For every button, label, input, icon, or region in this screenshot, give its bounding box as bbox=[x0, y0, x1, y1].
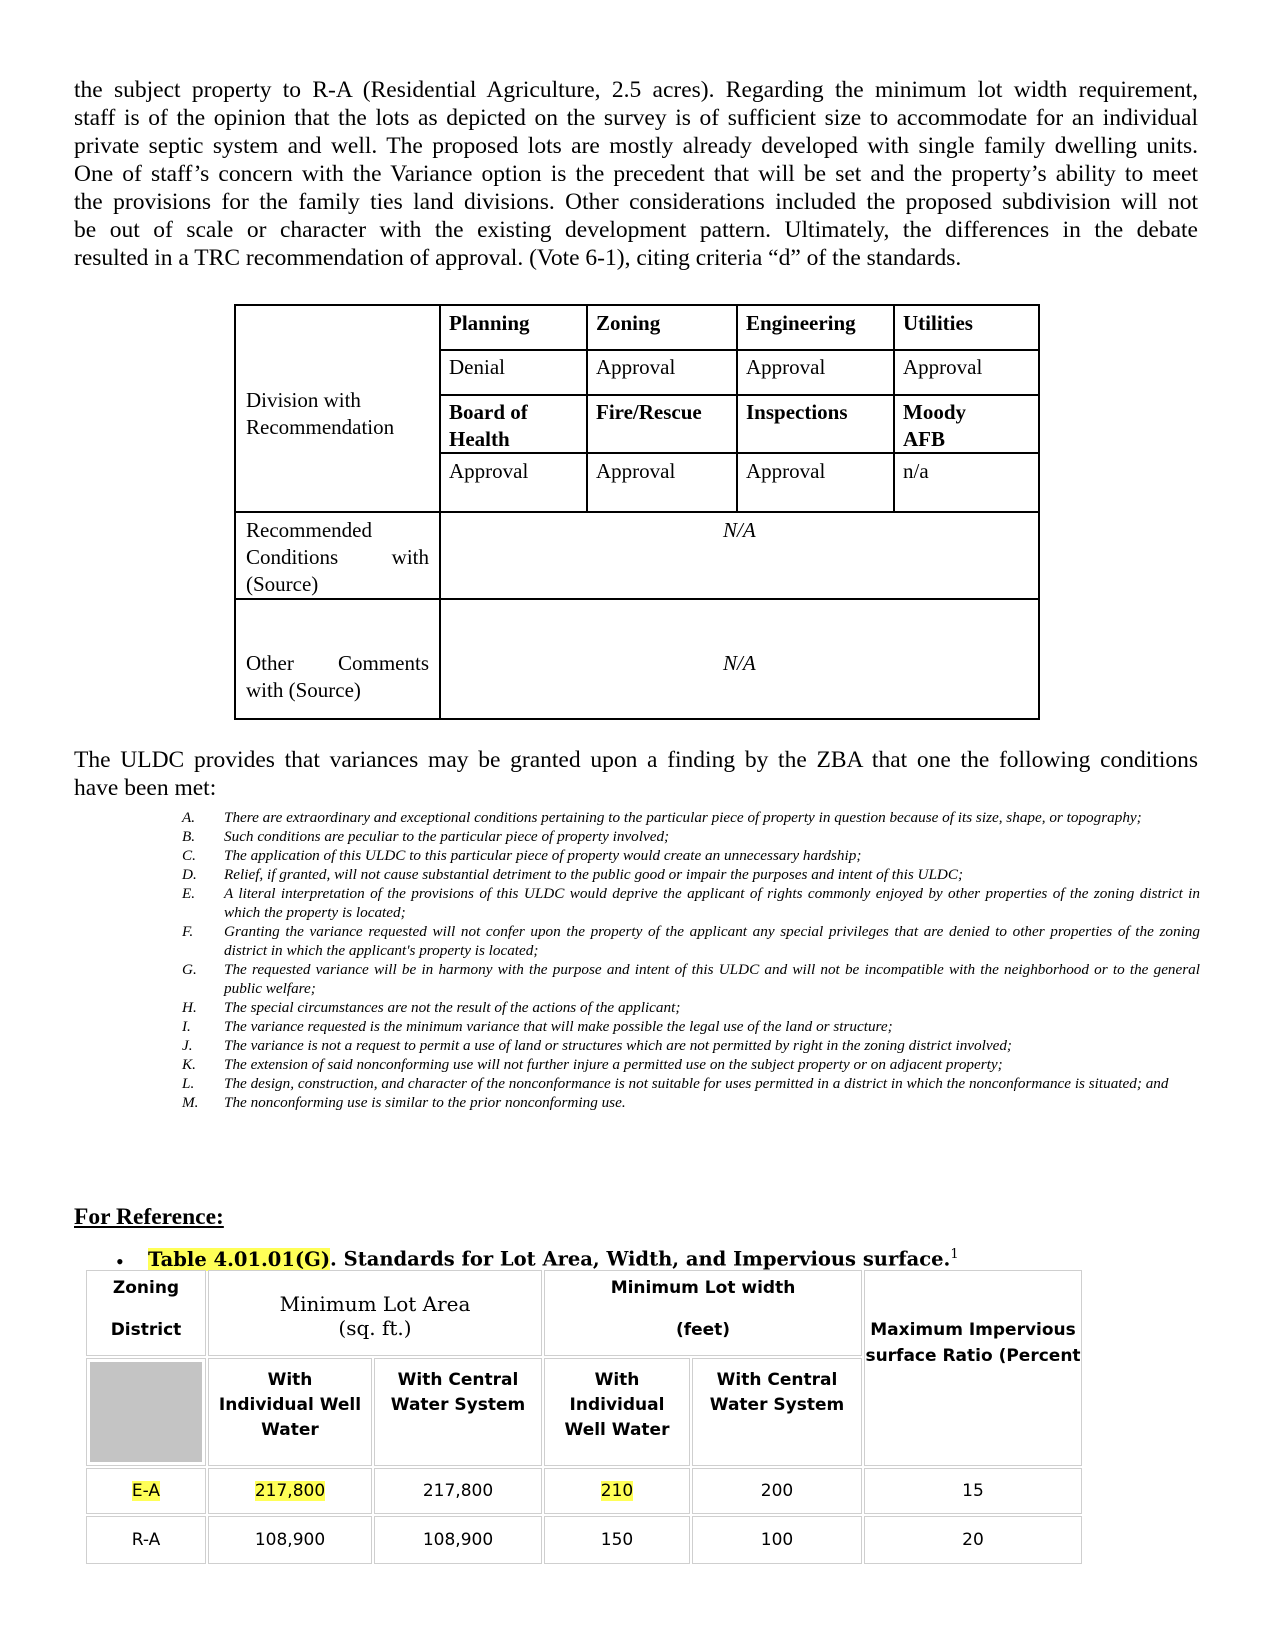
list-key: L. bbox=[182, 1075, 195, 1092]
sub-area-individual bbox=[208, 1368, 372, 1443]
list-text: A literal interpretation of the provisions of this ULDC would deprive the applicant of rights commonly enjoyed by other properties of the zoning district in which the property is located; bbox=[224, 885, 1200, 921]
value-fire-rescue: Approval bbox=[596, 459, 676, 483]
header-min-lot-width: Minimum Lot width bbox=[610, 1278, 796, 1298]
table-row-ea-district bbox=[86, 1480, 206, 1502]
list-item bbox=[182, 827, 1200, 846]
value-board-of-health: Approval bbox=[449, 459, 529, 483]
comments-label: Other Comments with (Source) bbox=[246, 651, 429, 702]
list-key: F. bbox=[182, 923, 194, 940]
header-zoning: Zoning bbox=[112, 1278, 180, 1298]
header-engineering: Engineering bbox=[746, 311, 856, 335]
list-item bbox=[182, 1093, 1200, 1112]
list-key: K. bbox=[182, 1056, 196, 1073]
sub-line: Water System bbox=[709, 1395, 845, 1415]
list-text: The special circumstances are not the result of the actions of the applicant; bbox=[224, 999, 681, 1016]
text-line: private septic system and well. The proposed lots are mostly already developed with single family dwelling units. bbox=[74, 133, 1198, 159]
header-min-lot-area: Minimum Lot Area bbox=[279, 1292, 471, 1316]
list-key: I. bbox=[182, 1018, 191, 1035]
table-row-ea-area-individual bbox=[208, 1480, 372, 1502]
conditions-label: Recommended Conditions with (Source) bbox=[246, 518, 429, 596]
list-item bbox=[182, 1017, 1200, 1036]
value-engineering: Approval bbox=[746, 355, 826, 379]
text-line: One of staff’s concern with the Variance option is the precedent that will be set and the property’s ability to meet bbox=[74, 161, 1198, 187]
district-value: E-A bbox=[131, 1481, 161, 1501]
header-district: District bbox=[110, 1320, 182, 1340]
list-text: Such conditions are peculiar to the particular piece of property involved; bbox=[224, 828, 670, 845]
text-line: have been met: bbox=[74, 775, 217, 801]
list-text: The application of this ULDC to this particular piece of property would create an unnecessary hardship; bbox=[224, 847, 862, 864]
conditions-list bbox=[182, 808, 1200, 1112]
list-key: J. bbox=[182, 1037, 193, 1054]
header-planning: Planning bbox=[449, 311, 530, 335]
list-item bbox=[182, 846, 1200, 865]
table-caption bbox=[148, 1247, 959, 1271]
list-key: H. bbox=[182, 999, 197, 1016]
table-ref: Table 4.01.01(G) bbox=[148, 1247, 331, 1271]
list-text: Granting the variance requested will not confer upon the property of the applicant any special privileges that are denied to other properties of the zoning district in which the applicant's property is located; bbox=[224, 923, 1200, 959]
header-max-impervious: Maximum Impervious bbox=[870, 1320, 1076, 1340]
list-key: B. bbox=[182, 828, 196, 845]
list-text: Relief, if granted, will not cause substantial detriment to the public good or impair the purposes and intent of this ULDC; bbox=[224, 866, 964, 883]
footnote-marker: 1 bbox=[950, 1247, 959, 1262]
width-individual-value: 210 bbox=[600, 1481, 634, 1501]
header-fire-rescue: Fire/Rescue bbox=[596, 400, 702, 424]
list-item bbox=[182, 1074, 1200, 1093]
table-row-ea-width-individual bbox=[544, 1480, 690, 1502]
table-title: . Standards for Lot Area, Width, and Impervious surface. bbox=[330, 1247, 951, 1271]
value-zoning: Approval bbox=[596, 355, 676, 379]
sub-width-individual bbox=[544, 1368, 690, 1443]
text-line: the subject property to R-A (Residential Agriculture, 2.5 acres). Regarding the minimum lot width requirement, bbox=[74, 77, 1198, 103]
sub-line: Water bbox=[261, 1420, 319, 1440]
list-text: The design, construction, and character of the nonconformance is not suitable for uses permitted in a district in which the nonconformance is situated; and bbox=[224, 1075, 1169, 1092]
list-item bbox=[182, 884, 1200, 922]
value-moody-afb: n/a bbox=[903, 459, 929, 483]
list-key: G. bbox=[182, 961, 197, 978]
list-item bbox=[182, 922, 1200, 960]
header-utilities: Utilities bbox=[903, 311, 973, 335]
conditions-value: N/A bbox=[723, 518, 756, 542]
sub-area-central bbox=[374, 1368, 542, 1418]
header-max-impervious-2: surface Ratio (Percent bbox=[865, 1346, 1081, 1366]
list-key: D. bbox=[182, 866, 197, 883]
bullet-icon: • bbox=[116, 1249, 124, 1274]
list-item bbox=[182, 960, 1200, 998]
table-row-ra-width-individual: 150 bbox=[600, 1530, 634, 1550]
list-key: C. bbox=[182, 847, 196, 864]
reference-heading: For Reference: bbox=[74, 1204, 224, 1230]
area-individual-value: 217,800 bbox=[254, 1481, 326, 1501]
table-row-ra-district: R-A bbox=[131, 1530, 161, 1550]
recommendation-table bbox=[234, 304, 1040, 720]
intro-paragraph bbox=[74, 76, 1198, 272]
list-text: There are extraordinary and exceptional conditions pertaining to the particular piece of property in question because of its size, shape, or topography; bbox=[224, 809, 1142, 826]
header-inspections: Inspections bbox=[746, 400, 848, 424]
value-planning: Denial bbox=[449, 355, 505, 379]
sub-line: Water System bbox=[390, 1395, 526, 1415]
list-item bbox=[182, 1036, 1200, 1055]
sub-line: Individual bbox=[569, 1395, 665, 1415]
list-text: The variance is not a request to permit a use of land or structures which are not permitted by right in the zoning district involved; bbox=[224, 1037, 1012, 1054]
table-row-ea-area-central: 217,800 bbox=[422, 1481, 494, 1501]
list-key: M. bbox=[182, 1094, 199, 1111]
table-row-ea-impervious: 15 bbox=[962, 1481, 984, 1501]
table-row-ra-width-central: 100 bbox=[760, 1530, 794, 1550]
list-item bbox=[182, 998, 1200, 1017]
sub-width-central bbox=[692, 1368, 862, 1418]
header-board-of-health: Board of Health bbox=[449, 400, 528, 451]
text-line: The ULDC provides that variances may be granted upon a finding by the ZBA that one the following conditions bbox=[74, 747, 1198, 773]
list-key: E. bbox=[182, 885, 196, 902]
sub-line: With Central bbox=[397, 1370, 519, 1390]
header-min-lot-area-units: (sq. ft.) bbox=[338, 1316, 412, 1340]
header-zoning: Zoning bbox=[596, 311, 661, 335]
list-text: The nonconforming use is similar to the prior nonconforming use. bbox=[224, 1094, 626, 1111]
sub-line: Individual Well bbox=[218, 1395, 362, 1415]
lot-standards-table bbox=[86, 1270, 1084, 1570]
list-text: The variance requested is the minimum variance that will make possible the legal use of the land or structure; bbox=[224, 1018, 893, 1035]
list-item bbox=[182, 865, 1200, 884]
list-item bbox=[182, 1055, 1200, 1074]
list-text: The extension of said nonconforming use will not further injure a permitted use on the subject property or on adjacent property; bbox=[224, 1056, 1003, 1073]
sub-line: With Central bbox=[716, 1370, 838, 1390]
text-line: resulted in a TRC recommendation of approval. (Vote 6-1), citing criteria “d” of the standards. bbox=[74, 245, 962, 271]
text-line: staff is of the opinion that the lots as depicted on the survey is of sufficient size to accommodate for an individual bbox=[74, 105, 1198, 131]
value-inspections: Approval bbox=[746, 459, 826, 483]
empty-shaded-cell bbox=[90, 1362, 202, 1462]
list-text: The requested variance will be in harmony with the purpose and intent of this ULDC and will not be incompatible with the neighborhood or to the general public welfare; bbox=[224, 961, 1200, 997]
sub-line: Well Water bbox=[564, 1420, 670, 1440]
comments-value: N/A bbox=[723, 651, 756, 675]
division-label: Division with Recommendation bbox=[246, 388, 395, 439]
text-line: the provisions for the family ties land divisions. Other considerations included the proposed subdivision will not bbox=[74, 189, 1198, 215]
table-row-ra-area-central: 108,900 bbox=[422, 1530, 494, 1550]
sub-line: With bbox=[267, 1370, 313, 1390]
text-line: be out of scale or character with the existing development pattern. Ultimately, the differences in the debate bbox=[74, 217, 1198, 243]
value-utilities: Approval bbox=[903, 355, 983, 379]
table-row-ea-width-central: 200 bbox=[760, 1481, 794, 1501]
header-min-lot-width-units: (feet) bbox=[675, 1320, 731, 1340]
list-item bbox=[182, 808, 1200, 827]
table-row-ra-area-individual: 108,900 bbox=[254, 1530, 326, 1550]
table-row-ra-impervious: 20 bbox=[962, 1530, 984, 1550]
list-key: A. bbox=[182, 809, 196, 826]
sub-line: With bbox=[594, 1370, 640, 1390]
header-moody-afb: Moody AFB bbox=[903, 400, 966, 451]
uldc-paragraph bbox=[74, 746, 1198, 802]
